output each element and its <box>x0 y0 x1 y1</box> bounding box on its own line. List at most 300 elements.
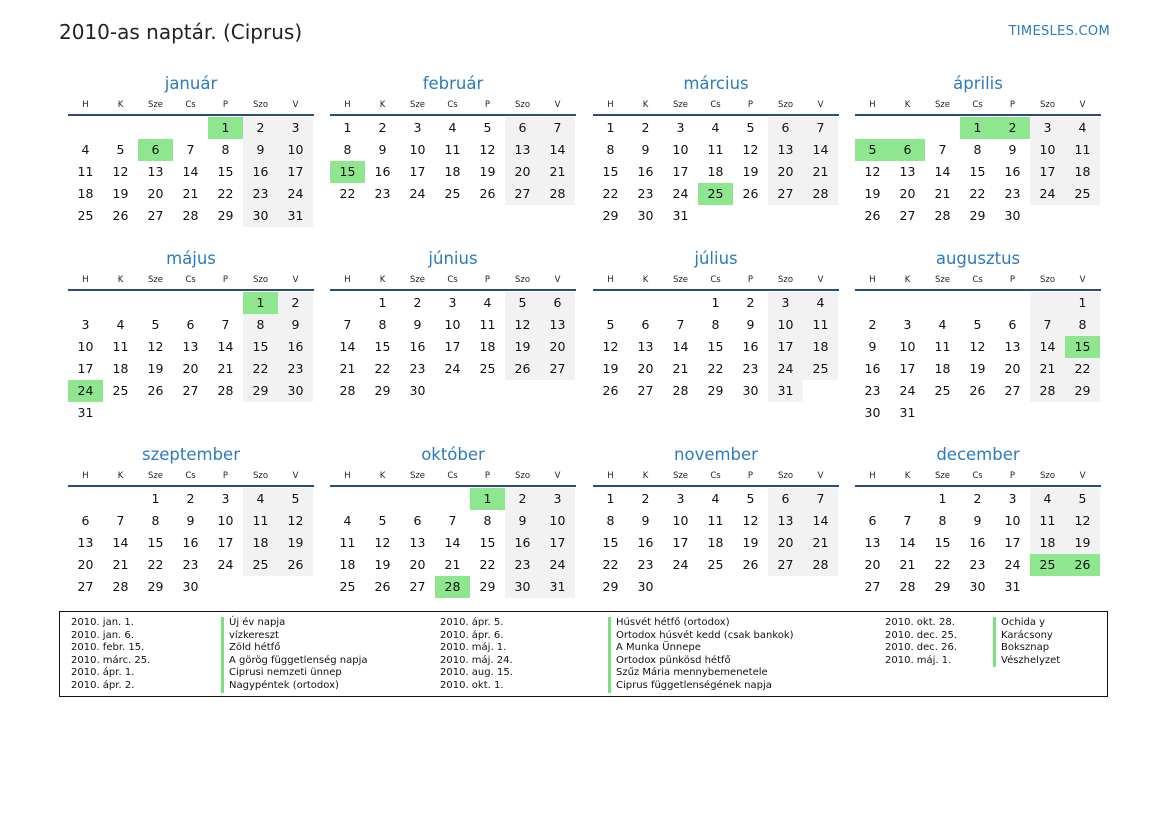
weekday-header <box>330 97 576 116</box>
month-4 <box>68 248 314 424</box>
empty-day <box>330 292 365 314</box>
legend-entry: 2010. máj. 24. <box>440 654 513 666</box>
weekday-label: V <box>554 100 561 110</box>
day-cell: 21 <box>444 557 461 572</box>
day-cell: 21 <box>934 186 951 201</box>
day-cell: 8 <box>483 513 492 528</box>
day-cell: 23 <box>505 554 540 576</box>
day-cell: 30 <box>278 380 313 402</box>
day-cell: 13 <box>540 314 575 336</box>
day-cell: 20 <box>768 532 803 554</box>
day-cell: 24 <box>768 358 803 380</box>
day-cell: 20 <box>182 361 199 376</box>
day-cell: 14 <box>1030 336 1065 358</box>
day-cell: 28 <box>182 208 199 223</box>
empty-day <box>698 205 733 227</box>
day-cell: 2 <box>746 295 755 310</box>
day-cell: 17 <box>540 532 575 554</box>
day-cell: 24 <box>217 557 234 572</box>
empty-day <box>855 292 890 314</box>
weekday-label: Szo <box>777 100 794 110</box>
empty-day <box>960 292 995 314</box>
weekday-label: Cs <box>972 471 983 481</box>
day-cell: 28 <box>803 183 838 205</box>
day-cell: 20 <box>409 557 426 572</box>
month-2 <box>593 73 839 227</box>
day-cell: 19 <box>1065 532 1100 554</box>
weekday-label: Sze <box>934 471 951 481</box>
empty-day <box>925 117 960 139</box>
day-cell: 10 <box>768 314 803 336</box>
day-cell: 18 <box>339 557 356 572</box>
day-cell: 20 <box>77 557 94 572</box>
day-cell: 22 <box>969 186 986 201</box>
day-cell: 25 <box>339 579 356 594</box>
day-cell: 13 <box>768 510 803 532</box>
weekday-label: Sze <box>147 275 164 285</box>
weekday-header <box>593 97 839 116</box>
weekday-header <box>68 468 314 487</box>
day-cell: 17 <box>672 164 689 179</box>
day-cell: 16 <box>374 164 391 179</box>
day-cell: 20 <box>1004 361 1021 376</box>
day-cell: 10 <box>278 139 313 161</box>
day-cell: 1 <box>151 491 160 506</box>
day-cell: 3 <box>81 317 90 332</box>
empty-day <box>173 117 208 139</box>
weekday-label: Szo <box>1039 275 1056 285</box>
legend-entry: 2010. dec. 25. <box>885 629 958 641</box>
day-cell: 11 <box>77 164 94 179</box>
empty-day <box>960 402 995 424</box>
empty-day <box>435 380 470 402</box>
day-cell: 31 <box>672 208 689 223</box>
day-cell: 3 <box>448 295 457 310</box>
day-cell: 5 <box>151 317 160 332</box>
weekday-label: Szo <box>514 100 531 110</box>
day-cell: 30 <box>1004 208 1021 223</box>
day-cell: 6 <box>505 117 540 139</box>
day-cell: 13 <box>899 164 916 179</box>
legend-entry: Új év napja <box>229 617 286 628</box>
day-cell: 27 <box>540 358 575 380</box>
day-cell: 5 <box>855 139 890 161</box>
empty-day <box>278 576 313 598</box>
day-grid <box>330 117 576 205</box>
weekday-header <box>330 468 576 487</box>
day-cell: 26 <box>278 554 313 576</box>
empty-day <box>995 292 1030 314</box>
day-cell: 27 <box>77 579 94 594</box>
empty-day <box>400 488 435 510</box>
day-cell: 21 <box>112 557 129 572</box>
day-cell: 11 <box>803 314 838 336</box>
day-cell: 13 <box>768 139 803 161</box>
day-cell: 27 <box>182 383 199 398</box>
day-cell: 1 <box>208 117 243 139</box>
day-cell: 19 <box>374 557 391 572</box>
month-11 <box>855 444 1101 598</box>
day-cell: 7 <box>448 513 457 528</box>
weekday-label: K <box>117 100 124 110</box>
empty-day <box>68 488 103 510</box>
empty-day <box>803 205 838 227</box>
month-name: június <box>428 249 478 268</box>
day-cell: 10 <box>1004 513 1021 528</box>
weekday-label: V <box>817 471 824 481</box>
weekday-label: P <box>747 100 754 110</box>
day-cell: 12 <box>278 510 313 532</box>
day-cell: 1 <box>243 292 278 314</box>
day-cell: 5 <box>746 491 755 506</box>
empty-day <box>995 402 1030 424</box>
month-name: május <box>166 249 216 268</box>
weekday-label: Szo <box>777 275 794 285</box>
day-cell: 4 <box>1065 117 1100 139</box>
day-grid <box>593 292 839 402</box>
day-cell: 3 <box>903 317 912 332</box>
day-cell: 31 <box>540 576 575 598</box>
empty-day <box>890 488 925 510</box>
day-cell: 22 <box>374 361 391 376</box>
day-cell: 8 <box>378 317 387 332</box>
day-cell: 24 <box>540 554 575 576</box>
day-cell: 15 <box>934 535 951 550</box>
weekday-label: K <box>379 275 386 285</box>
weekday-label: Szo <box>1039 471 1056 481</box>
day-cell: 7 <box>540 117 575 139</box>
weekday-label: Cs <box>185 471 196 481</box>
day-cell: 22 <box>707 361 724 376</box>
day-cell: 27 <box>899 208 916 223</box>
day-cell: 7 <box>221 317 230 332</box>
weekday-label: V <box>1079 471 1086 481</box>
day-cell: 28 <box>435 576 470 598</box>
weekday-label: V <box>292 100 299 110</box>
empty-day <box>855 117 890 139</box>
day-cell: 16 <box>637 164 654 179</box>
day-grid <box>330 488 576 598</box>
day-cell: 9 <box>243 139 278 161</box>
day-cell: 26 <box>742 186 759 201</box>
day-cell: 12 <box>864 164 881 179</box>
day-cell: 4 <box>81 142 90 157</box>
weekday-label: Sze <box>672 100 689 110</box>
day-cell: 1 <box>343 120 352 135</box>
site-link[interactable]: TIMESLES.COM <box>1008 24 1110 39</box>
month-name: január <box>164 74 218 93</box>
day-cell: 28 <box>540 183 575 205</box>
weekday-header <box>855 272 1101 291</box>
day-cell: 13 <box>637 339 654 354</box>
empty-day <box>435 488 470 510</box>
day-cell: 18 <box>243 532 278 554</box>
weekday-label: K <box>642 100 649 110</box>
weekday-label: V <box>817 275 824 285</box>
day-cell: 24 <box>68 380 103 402</box>
day-cell: 5 <box>973 317 982 332</box>
day-cell: 2 <box>973 491 982 506</box>
day-cell: 26 <box>479 186 496 201</box>
day-cell: 1 <box>378 295 387 310</box>
day-cell: 6 <box>890 139 925 161</box>
weekday-label: Sze <box>409 471 426 481</box>
legend-entry: Ciprusi nemzeti ünnep <box>229 667 342 679</box>
day-cell: 4 <box>483 295 492 310</box>
day-cell: 12 <box>112 164 129 179</box>
day-cell: 20 <box>505 161 540 183</box>
empty-day <box>540 380 575 402</box>
day-cell: 20 <box>540 336 575 358</box>
day-cell: 4 <box>116 317 125 332</box>
weekday-label: H <box>82 471 89 481</box>
day-cell: 3 <box>221 491 230 506</box>
weekday-label: Szo <box>514 471 531 481</box>
day-cell: 29 <box>934 579 951 594</box>
day-cell: 16 <box>969 535 986 550</box>
day-cell: 23 <box>1004 186 1021 201</box>
weekday-header <box>68 97 314 116</box>
day-cell: 2 <box>186 491 195 506</box>
weekday-header <box>855 97 1101 116</box>
day-cell: 18 <box>479 339 496 354</box>
weekday-label: Szo <box>1039 100 1056 110</box>
weekday-label: V <box>292 471 299 481</box>
month-6 <box>593 248 839 402</box>
day-cell: 9 <box>278 314 313 336</box>
day-cell: 15 <box>217 164 234 179</box>
day-cell: 6 <box>138 139 173 161</box>
day-cell: 27 <box>1004 383 1021 398</box>
day-cell: 17 <box>409 164 426 179</box>
legend-entry: Nagypéntek (ortodox) <box>229 679 339 691</box>
day-cell: 27 <box>409 579 426 594</box>
day-cell: 27 <box>637 383 654 398</box>
weekday-label: K <box>904 100 911 110</box>
month-name: augusztus <box>935 249 1021 268</box>
holiday-legend <box>59 611 1108 697</box>
day-cell: 16 <box>1004 164 1021 179</box>
legend-entry: Ortodox húsvét kedd (csak bankok) <box>616 629 794 641</box>
day-cell: 7 <box>343 317 352 332</box>
day-cell: 6 <box>413 513 422 528</box>
day-cell: 26 <box>147 383 164 398</box>
empty-day <box>1030 205 1065 227</box>
day-cell: 18 <box>444 164 461 179</box>
day-cell: 6 <box>641 317 650 332</box>
day-cell: 6 <box>81 513 90 528</box>
empty-day <box>1030 292 1065 314</box>
day-cell: 20 <box>637 361 654 376</box>
weekday-label: Sze <box>934 275 951 285</box>
empty-day <box>103 488 138 510</box>
day-cell: 25 <box>698 183 733 205</box>
day-grid <box>68 292 314 424</box>
day-cell: 18 <box>1030 532 1065 554</box>
month-1 <box>330 73 576 205</box>
day-grid <box>330 292 576 402</box>
day-cell: 14 <box>899 535 916 550</box>
day-cell: 13 <box>147 164 164 179</box>
day-cell: 18 <box>1065 161 1100 183</box>
day-cell: 5 <box>1065 488 1100 510</box>
day-cell: 6 <box>186 317 195 332</box>
day-cell: 7 <box>903 513 912 528</box>
day-cell: 13 <box>1004 339 1021 354</box>
empty-day <box>365 488 400 510</box>
day-cell: 16 <box>278 336 313 358</box>
weekday-label: Szo <box>252 275 269 285</box>
day-cell: 22 <box>602 186 619 201</box>
weekday-label: K <box>642 471 649 481</box>
day-cell: 10 <box>409 142 426 157</box>
day-cell: 31 <box>77 405 94 420</box>
empty-day <box>925 402 960 424</box>
day-cell: 29 <box>479 579 496 594</box>
day-cell: 14 <box>444 535 461 550</box>
day-cell: 21 <box>899 557 916 572</box>
weekday-label: H <box>82 275 89 285</box>
empty-day <box>663 292 698 314</box>
day-cell: 19 <box>742 164 759 179</box>
weekday-label: H <box>869 100 876 110</box>
day-cell: 15 <box>602 535 619 550</box>
day-cell: 24 <box>278 183 313 205</box>
day-cell: 3 <box>278 117 313 139</box>
day-cell: 23 <box>864 383 881 398</box>
day-cell: 29 <box>707 383 724 398</box>
empty-day <box>1065 402 1100 424</box>
day-cell: 26 <box>112 208 129 223</box>
day-cell: 29 <box>1065 380 1100 402</box>
day-cell: 22 <box>479 557 496 572</box>
day-cell: 1 <box>606 120 615 135</box>
day-cell: 11 <box>707 513 724 528</box>
weekday-label: P <box>484 471 491 481</box>
day-cell: 1 <box>938 491 947 506</box>
weekday-label: P <box>747 471 754 481</box>
weekday-label: P <box>222 471 229 481</box>
weekday-label: Cs <box>710 100 721 110</box>
empty-day <box>1030 402 1065 424</box>
day-cell: 13 <box>182 339 199 354</box>
day-cell: 9 <box>973 513 982 528</box>
day-cell: 10 <box>1030 139 1065 161</box>
day-cell: 2 <box>378 120 387 135</box>
day-grid <box>68 117 314 227</box>
day-cell: 15 <box>147 535 164 550</box>
empty-day <box>330 488 365 510</box>
day-cell: 19 <box>864 186 881 201</box>
day-cell: 9 <box>1008 142 1017 157</box>
empty-day <box>103 402 138 424</box>
day-cell: 14 <box>339 339 356 354</box>
day-cell: 1 <box>960 117 995 139</box>
empty-day <box>803 380 838 402</box>
day-cell: 9 <box>868 339 877 354</box>
weekday-label: P <box>484 275 491 285</box>
weekday-label: K <box>904 471 911 481</box>
empty-day <box>173 292 208 314</box>
weekday-label: V <box>554 471 561 481</box>
day-cell: 26 <box>374 579 391 594</box>
day-cell: 31 <box>278 205 313 227</box>
day-cell: 11 <box>243 510 278 532</box>
day-cell: 18 <box>707 535 724 550</box>
day-cell: 3 <box>413 120 422 135</box>
day-cell: 11 <box>479 317 496 332</box>
day-cell: 10 <box>672 513 689 528</box>
month-name: december <box>936 445 1020 464</box>
day-cell: 11 <box>339 535 356 550</box>
empty-day <box>138 117 173 139</box>
weekday-header <box>593 468 839 487</box>
weekday-label: Cs <box>710 471 721 481</box>
weekday-label: K <box>904 275 911 285</box>
day-cell: 10 <box>899 339 916 354</box>
day-cell: 3 <box>676 120 685 135</box>
day-cell: 9 <box>186 513 195 528</box>
day-cell: 20 <box>768 161 803 183</box>
day-cell: 3 <box>540 488 575 510</box>
day-cell: 5 <box>483 120 492 135</box>
legend-entry: 2010. febr. 15. <box>71 642 145 654</box>
day-cell: 3 <box>1008 491 1017 506</box>
day-cell: 21 <box>672 361 689 376</box>
day-cell: 20 <box>899 186 916 201</box>
legend-dates-1 <box>71 617 150 693</box>
day-cell: 4 <box>243 488 278 510</box>
weekday-label: Cs <box>447 275 458 285</box>
weekday-label: Szo <box>252 100 269 110</box>
empty-day <box>593 292 628 314</box>
day-cell: 25 <box>707 557 724 572</box>
day-cell: 9 <box>641 513 650 528</box>
day-cell: 7 <box>116 513 125 528</box>
day-cell: 20 <box>147 186 164 201</box>
day-cell: 7 <box>803 488 838 510</box>
day-cell: 17 <box>1004 535 1021 550</box>
empty-day <box>278 402 313 424</box>
day-cell: 26 <box>1065 554 1100 576</box>
month-name: október <box>421 445 485 464</box>
day-cell: 11 <box>1030 510 1065 532</box>
weekday-label: H <box>82 100 89 110</box>
day-cell: 21 <box>182 186 199 201</box>
day-cell: 10 <box>444 317 461 332</box>
day-cell: 15 <box>479 535 496 550</box>
day-cell: 8 <box>606 142 615 157</box>
day-cell: 14 <box>803 139 838 161</box>
month-9 <box>330 444 576 598</box>
legend-entry: 2010. dec. 26. <box>885 642 958 654</box>
weekday-label: Cs <box>185 275 196 285</box>
day-cell: 19 <box>505 336 540 358</box>
day-cell: 2 <box>995 117 1030 139</box>
weekday-label: V <box>1079 275 1086 285</box>
month-5 <box>330 248 576 402</box>
weekday-label: K <box>117 275 124 285</box>
day-cell: 12 <box>479 142 496 157</box>
day-cell: 15 <box>602 164 619 179</box>
day-cell: 16 <box>864 361 881 376</box>
day-cell: 1 <box>470 488 505 510</box>
day-cell: 9 <box>413 317 422 332</box>
day-cell: 21 <box>803 161 838 183</box>
legend-entry: 2010. ápr. 5. <box>440 617 504 628</box>
day-cell: 5 <box>505 292 540 314</box>
day-cell: 25 <box>112 383 129 398</box>
